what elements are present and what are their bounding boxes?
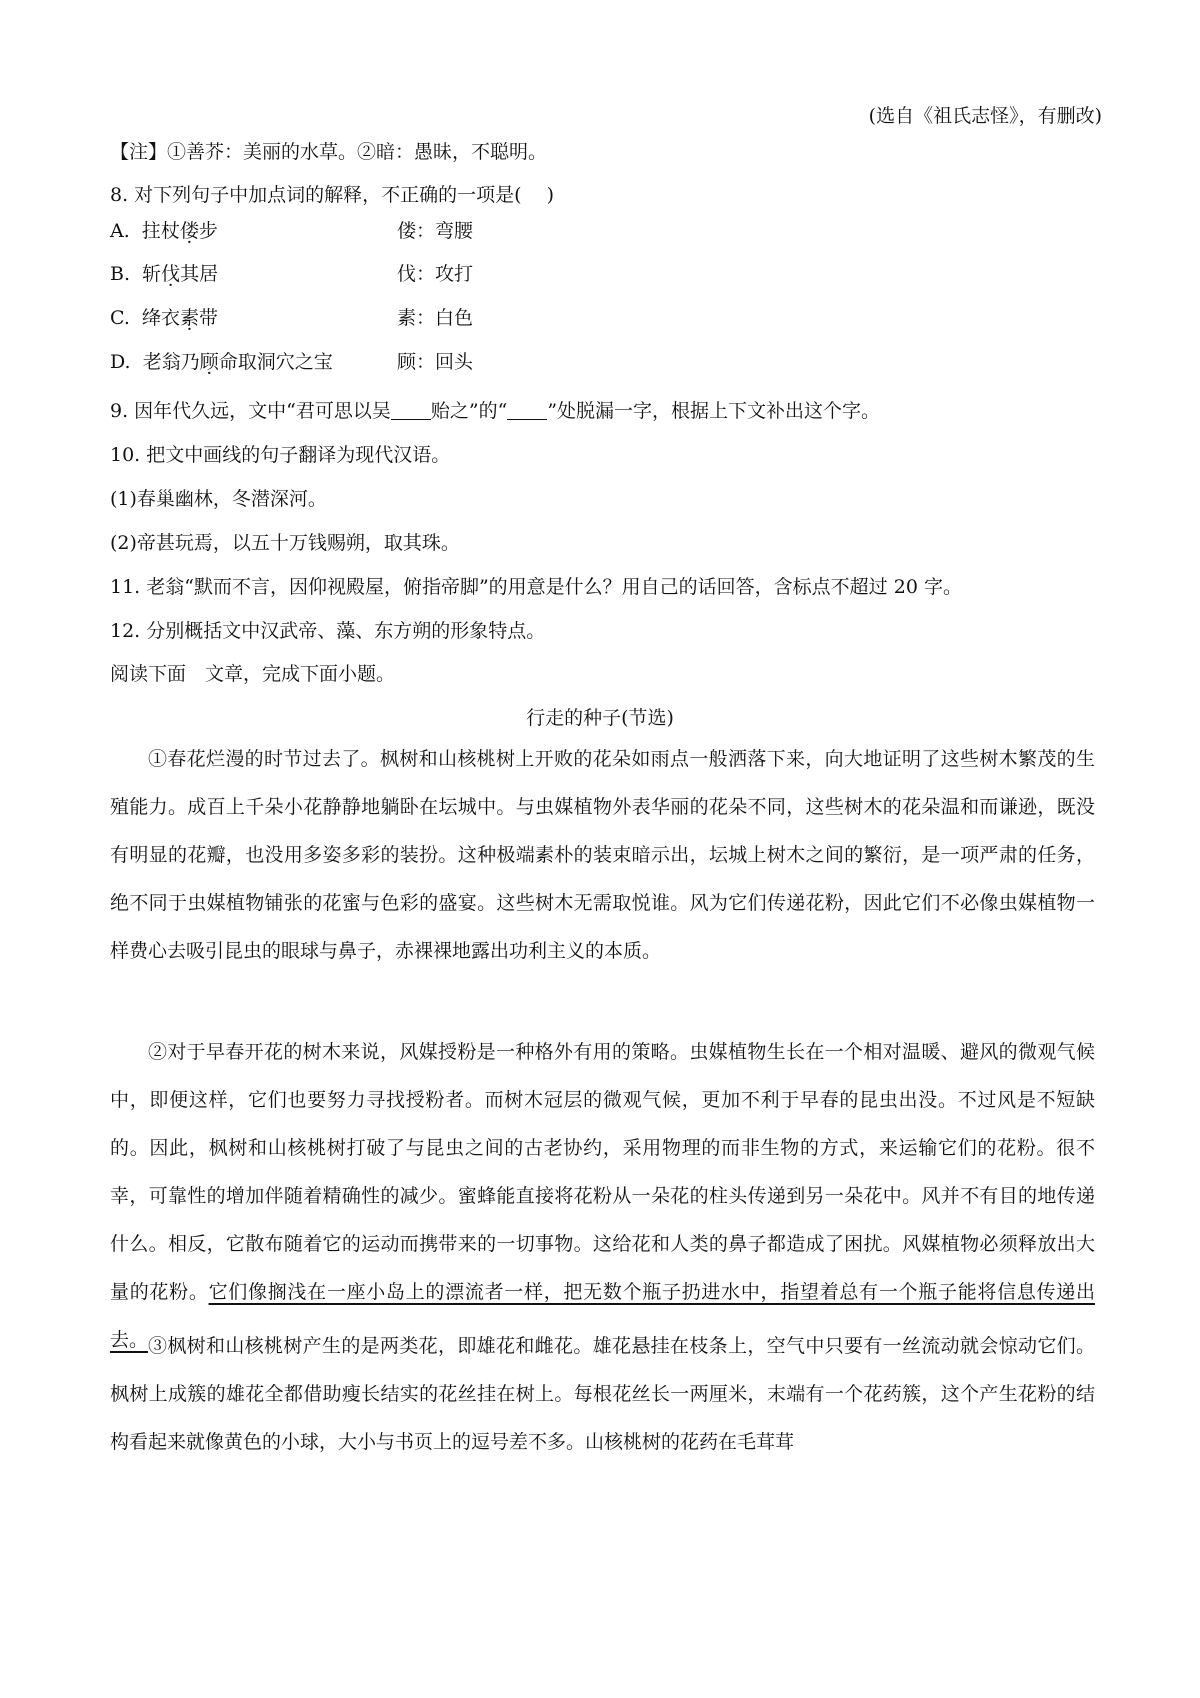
source-citation: (选自《祖氏志怪》，有删改): [868, 105, 1102, 127]
question-8-stem: 8. 对下列句子中加点词的解释，不正确的一项是( ): [110, 184, 555, 206]
question-12: 12. 分别概括文中汉武帝、藻、东方朔的形象特点。: [110, 620, 546, 642]
option-d: D. 老翁乃顾命取洞穴之宝: [110, 351, 333, 373]
option-b-meaning: 伐：攻打: [397, 263, 474, 285]
article-paragraph-1: ①春花烂漫的时节过去了。枫树和山核桃树上开败的花朵如雨点一般洒落下来，向大地证明了这些树木繁茂的生殖能力。成百上千朵小花静静地躺卧在坛城中。与虫媒植物外表华丽的花朵不同，这些树木的花朵温和而谦逊，既没有明显的花瓣，也没用多姿多彩的装扮。这种极端素朴的装束暗示出，坛城上树木之间的繁衍，是一项严肃的任务，绝不同于虫媒植物铺张的花蜜与色彩的盛宴。这些树木无需取悦谁。风为它们传递花粉，因此它们不必像虫媒植物一样费心去吸引昆虫的眼球与鼻子，赤裸裸地露出功利主义的本质。: [110, 748, 1095, 962]
option-c: C. 绛衣素带: [110, 307, 219, 329]
article-title: 行走的种子(节选): [526, 707, 674, 729]
option-label: D.: [110, 351, 131, 373]
question-10-sentence-2: (2)帝甚玩焉，以五十万钱赐朔，取其珠。: [110, 532, 460, 554]
question-10-sentence-1: (1)春巢幽林，冬潜深河。: [110, 488, 327, 510]
option-a: A. 拄杖偻步: [110, 220, 218, 242]
annotation-note: 【注】①善芥：美丽的水草。②暗：愚昧，不聪明。: [110, 141, 548, 163]
underlined-sentence: 它们像搁浅在一座小岛上的漂流者一样，把无数个瓶子扔进水中，指望着总有一个瓶子能将信息传递出去。: [110, 1281, 1095, 1351]
option-c-meaning: 素：白色: [397, 307, 474, 329]
option-label: B.: [110, 263, 131, 285]
option-a-meaning: 偻：弯腰: [397, 220, 474, 242]
dotted-char: 伐: [161, 263, 181, 285]
question-9: 9. 因年代久远，文中“君可思以吴 贻之”的“ ”处脱漏一字，根据上下文补出这个字。: [110, 400, 881, 422]
question-11: 11. 老翁“默而不言，因仰视殿屋，俯指帝脚”的用意是什么？用自己的话回答，含标点不超过 20 字。: [110, 576, 962, 598]
article-paragraph-2: ②对于早春开花的树木来说，风媒授粉是一种格外有用的策略。虫媒植物生长在一个相对温暖、避风的微观气候中，即便这样，它们也要努力寻找授粉者。而树木冠层的微观气候，更加不利于早春的昆虫出没。不过风是不短缺的。因此，枫树和山核桃树打破了与昆虫之间的古老协约，采用物理的而非生物的方式，来运输它们的花粉。很不幸，可靠性的增加伴随着精确性的减少。蜜蜂能直接将花粉从一朵花的柱头传递到另一朵花中。风并不有目的地传递什么。相反，它散布随着它的运动而携带来的一切事物。这给花和人类的鼻子都造成了困扰。风媒植物必须释放出大量的花粉。它们像搁浅在一座小岛上的漂流者一样，把无数个瓶子扔进水中，指望着总有一个瓶子能将信息传递出去。: [110, 1041, 1095, 1351]
dotted-char: 顾: [199, 351, 219, 373]
option-b: B. 斩伐其居: [110, 263, 219, 285]
fill-blank: [507, 399, 547, 420]
reading-instruction: 阅读下面 文章，完成下面小题。: [110, 663, 396, 685]
option-label: A.: [110, 220, 130, 242]
dotted-char: 素: [180, 307, 200, 329]
article-paragraph-3: ③枫树和山核桃树产生的是两类花，即雄花和雌花。雄花悬挂在枝条上，空气中只要有一丝流动就会惊动它们。枫树上成簇的雄花全都借助瘦长结实的花丝挂在树上。每根花丝长一两厘米，末端有一个花药簇，这个产生花粉的结构看起来就像黄色的小球，大小与书页上的逗号差不多。山核桃树的花药在毛茸茸: [110, 1335, 1095, 1453]
fill-blank: [391, 399, 431, 420]
option-label: C.: [110, 307, 130, 329]
question-10-stem: 10. 把文中画线的句子翻译为现代汉语。: [110, 444, 451, 466]
dotted-char: 偻: [179, 220, 199, 242]
option-d-meaning: 顾：回头: [397, 351, 474, 373]
